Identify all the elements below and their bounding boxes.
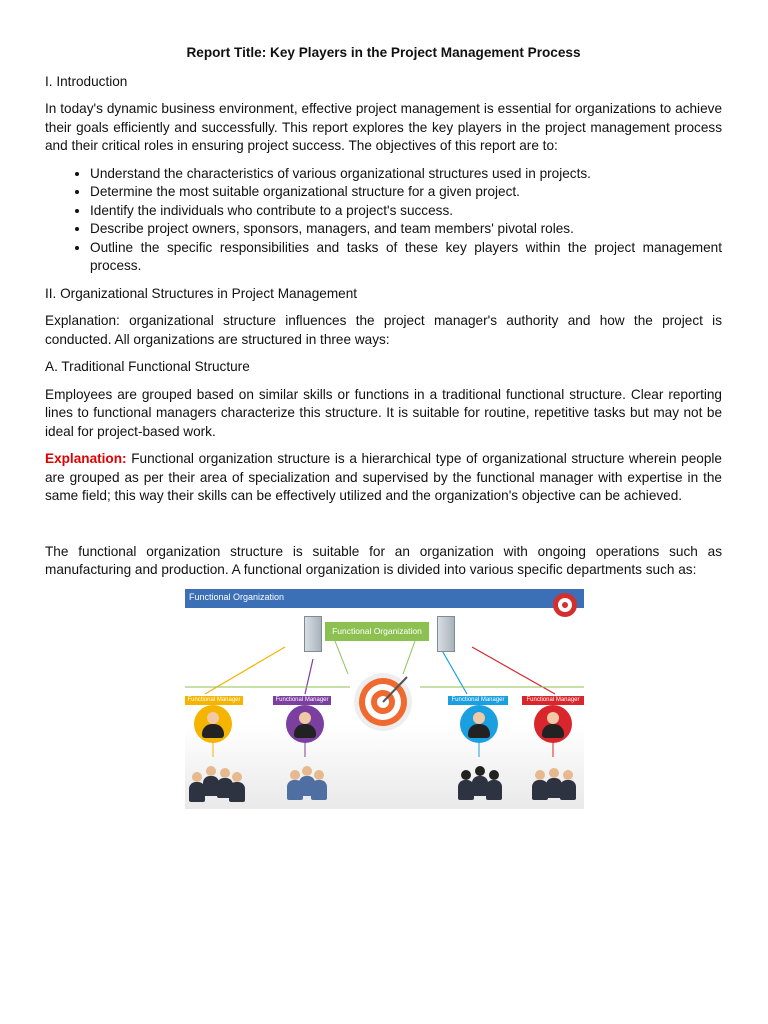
objective-item: • Understand the characteristics of various organizational structures used in projects. — [90, 165, 722, 184]
team-group-icon — [189, 764, 245, 804]
subsection-functional-heading: A. Traditional Functional Structure — [45, 359, 250, 374]
structures-paragraph: Explanation: organizational structure influences the project manager's authority and how the project is conducted. All organizations are structured in three ways: — [45, 313, 722, 347]
report-title: Report Title: Key Players in the Project Management Process — [186, 45, 581, 60]
center-node-label: Functional Organization — [332, 626, 422, 636]
team-group-icon — [532, 764, 576, 804]
building-icon — [304, 616, 322, 652]
section-introduction-heading: I. Introduction — [45, 73, 128, 89]
center-node — [325, 622, 429, 641]
document-page — [45, 44, 722, 589]
explanation-paragraph — [45, 450, 722, 506]
functional-organization-diagram — [185, 589, 584, 809]
manager-avatar-icon — [286, 705, 324, 743]
objective-item: • Outline the specific responsibilities and tasks of these key players within the project management process. — [90, 239, 722, 276]
manager-label: Functional Manager — [448, 696, 508, 705]
functional-organization-paragraph: The functional organization structure is suitable for an organization with ongoing operations such as manufacturing and production. A functional organization is divided into various specific departments such as: — [45, 543, 722, 577]
section-structures-heading: II. Organizational Structures in Project Management — [45, 285, 358, 301]
objectives-list — [45, 165, 722, 276]
diagram-header-title: Functional Organization — [189, 592, 285, 602]
functional-structure-paragraph: Employees are grouped based on similar skills or functions in a traditional functional structure. Clear reporting lines to functional managers characterize this structure. It is suitable for routine, repetitive tasks but may not be ideal for project-based work. — [45, 386, 722, 439]
manager-label: Functional Manager — [185, 696, 243, 705]
blank-space — [45, 515, 722, 543]
explanation-label: Explanation: — [45, 451, 127, 466]
manager-label: Functional Manager — [273, 696, 331, 705]
manager-avatar-icon — [534, 705, 572, 743]
team-group-icon — [458, 764, 502, 804]
objective-item: • Describe project owners, sponsors, managers, and team members' pivotal roles. — [90, 220, 722, 239]
target-icon — [352, 671, 414, 733]
objective-item: • Determine the most suitable organizational structure for a given project. — [90, 183, 722, 202]
objective-item: • Identify the individuals who contribute to a project's success. — [90, 202, 722, 221]
manager-label: Functional Manager — [522, 696, 584, 705]
team-group-icon — [287, 764, 327, 804]
explanation-text: Functional organization structure is a hierarchical type of organizational structure wherein people are grouped as per their area of specialization and supervised by the functional manager with expertise in the same field; this way their skills can be effectively utilized and the organization's objective can be achieved. — [45, 451, 722, 503]
intro-paragraph: In today's dynamic business environment, effective project management is essential for organizations to achieve their goals efficiently and successfully. This report explores the key players in the project management process and their critical roles in ensuring project success. The objectives of this report are to: — [45, 101, 722, 153]
building-icon — [437, 616, 455, 652]
manager-avatar-icon — [194, 705, 232, 743]
manager-avatar-icon — [460, 705, 498, 743]
